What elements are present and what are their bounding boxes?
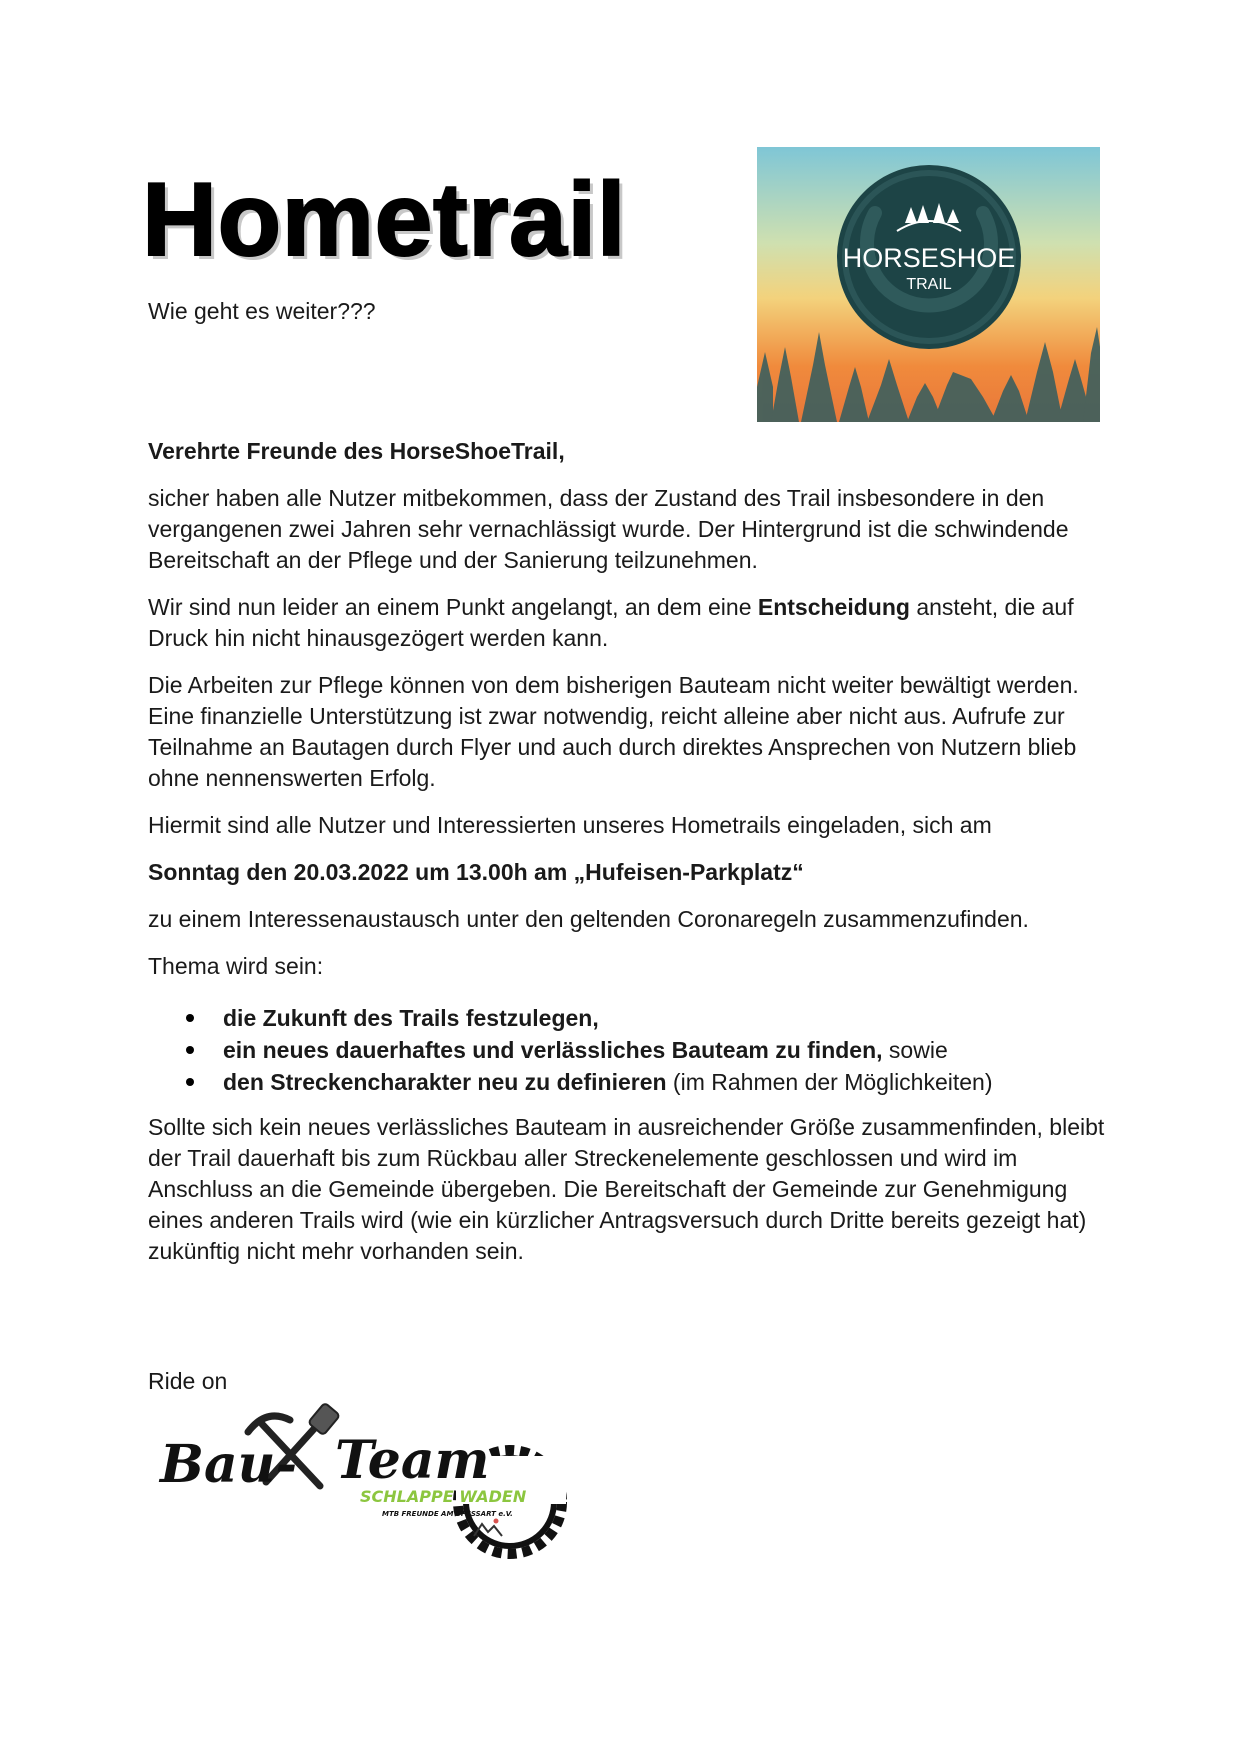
horseshoe-trail-logo bbox=[757, 147, 1100, 422]
bauteam-subline: MTB FREUNDE AM SPESSART e.V. bbox=[382, 1510, 513, 1518]
topic-bold: die Zukunft des Trails festzulegen, bbox=[223, 1005, 599, 1031]
bauteam-word1: Bau- bbox=[160, 1434, 298, 1495]
closing-text: Ride on bbox=[148, 1368, 228, 1394]
paragraph-2-end: ansteht, die auf Druck hin nicht hinausgezögert werden kann. bbox=[148, 594, 1074, 651]
page-title: Hometrail bbox=[142, 162, 627, 278]
paragraph-2-bold: Entscheidung bbox=[757, 594, 910, 620]
list-item bbox=[186, 1034, 1108, 1066]
paragraph-6: Sollte sich kein neues verlässliches Bauteam in ausreichender Größe zusammenfinden, bleibt der Trail dauerhaft bis zum Rückbau aller Streckenelemente geschlossen und wird im Anschluss an die Gemeinde übergeben. Die Bereitschaft der Gemeinde zur Genehmigung eines anderen Trails wird (wie ein kürzlicher Antragsversuch durch Dritte bereits gezeigt hat) zukünftig nicht mehr vorhanden sein. bbox=[148, 1114, 1105, 1264]
bauteam-tagline: SCHLAPPE WADEN bbox=[360, 1487, 527, 1506]
subtitle: Wie geht es weiter??? bbox=[148, 298, 376, 324]
paragraph-2 bbox=[148, 592, 1108, 654]
horseshoe-logo-text: HORSESHOE bbox=[842, 243, 1016, 273]
paragraph-5: zu einem Interessenaustausch unter den geltenden Coronaregeln zusammenzufinden. bbox=[148, 906, 1029, 932]
letter-body bbox=[148, 436, 1108, 1283]
list-item bbox=[186, 1002, 1108, 1034]
topic-bold: ein neues dauerhaftes und verlässliches Bauteam zu finden, bbox=[223, 1037, 883, 1063]
paragraph-3: Die Arbeiten zur Pflege können von dem bisherigen Bauteam nicht weiter bewältigt werden. Eine finanzielle Unterstützung ist zwar notwendig, reicht alleine aber nicht aus. Aufrufe zur Teilnahme an Bautagen durch Flyer und auch durch direktes Ansprechen von Nutzern blieb ohne nennenswerten Erfolg. bbox=[148, 672, 1079, 791]
topic-rest: (im Rahmen der Möglichkeiten) bbox=[666, 1069, 993, 1095]
letter-greeting: Verehrte Freunde des HorseShoeTrail, bbox=[148, 438, 565, 464]
bauteam-word2: Team bbox=[335, 1430, 490, 1491]
bullet-icon bbox=[186, 1046, 194, 1054]
paragraph-1: sicher haben alle Nutzer mitbekommen, dass der Zustand des Trail insbesondere in den vergangenen zwei Jahren sehr vernachlässigt wurde. Der Hintergrund ist die schwindende Bereitschaft an der Pflege und der Sanierung teilzunehmen. bbox=[148, 485, 1069, 573]
paragraph-2-start: Wir sind nun leider an einem Punkt angelangt, an dem eine bbox=[148, 594, 758, 620]
topic-rest: sowie bbox=[882, 1037, 948, 1063]
bullet-icon bbox=[186, 1014, 194, 1022]
event-date: Sonntag den 20.03.2022 um 13.00h am „Hufeisen-Parkplatz“ bbox=[148, 859, 804, 885]
paragraph-4: Hiermit sind alle Nutzer und Interessierten unseres Hometrails eingeladen, sich am bbox=[148, 812, 992, 838]
topic-intro: Thema wird sein: bbox=[148, 953, 324, 979]
bauteam-logo bbox=[150, 1402, 580, 1562]
topic-bold: den Streckencharakter neu zu definieren bbox=[223, 1069, 667, 1095]
horseshoe-logo-subtext: TRAIL bbox=[906, 276, 952, 293]
topic-list bbox=[148, 1002, 1108, 1098]
list-item bbox=[186, 1066, 1108, 1098]
bullet-icon bbox=[186, 1078, 194, 1086]
